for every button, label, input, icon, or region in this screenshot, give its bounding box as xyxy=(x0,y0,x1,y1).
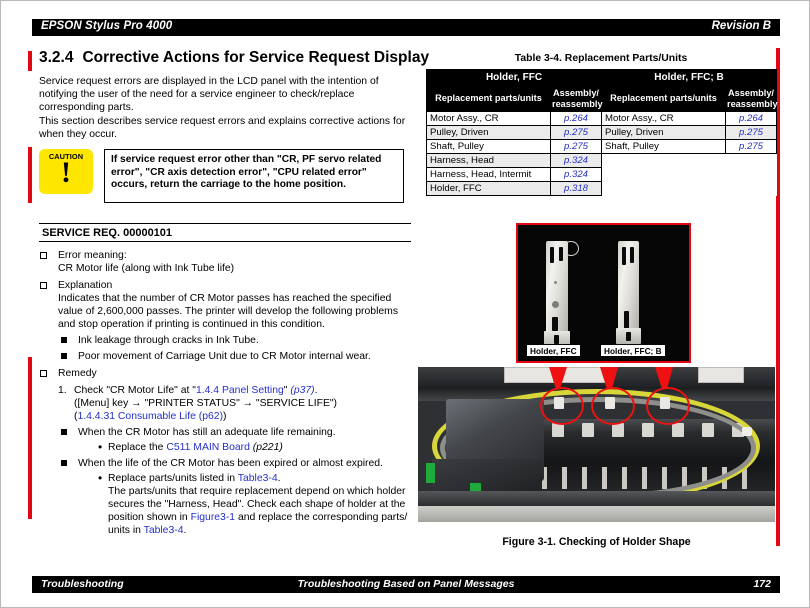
link-figure-3-1[interactable]: Figure3-1 xyxy=(190,512,236,523)
explanation-label: Explanation xyxy=(58,280,113,291)
error-meaning-value: CR Motor life (along with Ink Tube life) xyxy=(58,263,235,274)
filled-square-bullet-icon xyxy=(61,337,67,343)
table-group-holder-ffc: Holder, FFC xyxy=(427,70,602,86)
service-request-body xyxy=(39,249,417,541)
table-row xyxy=(427,154,777,168)
round-bullet-icon: • xyxy=(98,470,103,485)
printer-front-bar xyxy=(418,491,775,506)
link-table-3-4[interactable]: Table3-4 xyxy=(143,525,184,536)
cell-empty xyxy=(602,154,726,168)
cell-left-page[interactable]: p.264 xyxy=(551,112,602,126)
section-number: 3.2.4 xyxy=(39,49,74,66)
cell-left-part: Harness, Head xyxy=(427,154,551,168)
remedy-case-2-detail-c-post: and replace the corresponding parts/ xyxy=(235,512,408,523)
cell-left-page[interactable]: p.324 xyxy=(551,154,602,168)
intro-line-4: This section describes service request errors and explains corrective actions xyxy=(39,115,391,127)
cap-assembly xyxy=(742,427,752,436)
remedy-case-2 xyxy=(58,457,417,537)
explanation-bullet xyxy=(58,334,417,347)
footer-section: Troubleshooting Based on Panel Messages xyxy=(297,577,515,590)
table-col-left-assembly: Assembly/ reassembly xyxy=(551,86,602,112)
filled-square-bullet-icon xyxy=(61,460,67,466)
link-c511-main-board[interactable]: C511 MAIN Board xyxy=(166,442,250,453)
cell-left-part: Pulley, Driven xyxy=(427,126,551,140)
table-row xyxy=(427,140,777,154)
explanation-bullet xyxy=(58,350,417,363)
round-bullet-icon: • xyxy=(98,439,103,454)
margin-accent-bar-heading xyxy=(28,51,32,71)
period: . xyxy=(183,525,187,536)
remedy-case-1 xyxy=(58,426,417,454)
remedy-label: Remedy xyxy=(58,368,97,379)
holder-pin-hole xyxy=(554,281,557,284)
open-square-bullet-icon xyxy=(40,282,47,289)
footer-chapter: Troubleshooting xyxy=(41,577,124,590)
cell-left-part: Holder, FFC xyxy=(427,182,551,196)
cell-left-part: Motor Assy., CR xyxy=(427,112,551,126)
margin-accent-bar-remedy xyxy=(28,357,32,519)
remedy-case-1-bullet-pre: Replace the xyxy=(108,442,167,453)
remedy-case-2-detail-c-pre: position shown in xyxy=(108,512,191,523)
period: . xyxy=(277,473,281,484)
remedy-case-1-heading: When the CR Motor has still an adequate life remaining. xyxy=(78,427,336,438)
photo-label-holder-ffc-b: Holder, FFC; B xyxy=(600,344,666,357)
remedy-case-2-bullet xyxy=(97,472,417,537)
annotation-arrows xyxy=(418,367,775,407)
table-group-header-row xyxy=(427,70,777,86)
paren-open: ( xyxy=(74,411,78,422)
header-product-name: EPSON Stylus Pro 4000 xyxy=(41,20,173,32)
remedy-item xyxy=(39,367,417,537)
explanation-bullet-text: Ink leakage through cracks in Ink Tube. xyxy=(78,335,259,346)
remedy-step-1-line2: ([Menu] key → "PRINTER STATUS" → "SERVICE LIFE") xyxy=(74,398,338,409)
remedy-step-1 xyxy=(58,384,417,423)
table-col-right-assembly: Assembly/ reassembly xyxy=(726,86,777,112)
cell-right-page[interactable]: p.275 xyxy=(726,140,777,154)
explanation-item xyxy=(39,279,417,363)
caution-callout xyxy=(39,149,411,203)
intro-line-1: Service request errors are displayed in the LCD panel with the intention of xyxy=(39,76,379,87)
cell-empty xyxy=(602,182,726,196)
table-row xyxy=(427,112,777,126)
printer-base-panel xyxy=(418,506,775,522)
holder-foot-slot xyxy=(554,335,559,344)
page-header xyxy=(32,19,780,36)
table-col-left-parts: Replacement parts/units xyxy=(427,86,551,112)
remedy-case-2-detail-d-pre: units in xyxy=(108,525,144,536)
cell-left-part: Harness, Head, Intermit xyxy=(427,168,551,182)
remedy-case-2-detail-a: The parts/units that require replacement depend on which holder xyxy=(108,486,406,497)
cell-left-page[interactable]: p.275 xyxy=(551,140,602,154)
footer-page-number: 172 xyxy=(753,577,771,590)
figure-caption: Figure 3-1. Checking of Holder Shape xyxy=(502,536,691,548)
section-title: Corrective Actions for Service Request Display xyxy=(82,49,430,66)
link-panel-setting-page[interactable]: (p37) xyxy=(290,385,315,396)
quote-open: " xyxy=(192,385,196,396)
caution-badge-label: CAUTION xyxy=(48,152,84,161)
remedy-case-2-heading: When the life of the CR Motor has been expired or almost expired. xyxy=(78,458,383,469)
explanation-body: Indicates that the number of CR Motor passes has reached the specified value of 2,600,000 passes. The printer will develop the following problems and stop operation if printing is continued in this condition. xyxy=(58,293,399,330)
section-heading xyxy=(39,49,429,67)
cell-right-part: Pulley, Driven xyxy=(602,126,726,140)
cell-right-part: Shaft, Pulley xyxy=(602,140,726,154)
table-column-header-row xyxy=(427,86,777,112)
holder-parts-photo xyxy=(516,223,691,363)
intro-line-5: for when they occur. xyxy=(39,115,406,140)
open-square-bullet-icon xyxy=(40,252,47,259)
table-col-right-parts: Replacement parts/units xyxy=(602,86,726,112)
header-revision: Revision B xyxy=(711,20,771,32)
page-footer xyxy=(32,576,780,593)
intro-paragraph xyxy=(39,75,411,141)
printer-carriage-photo xyxy=(418,367,775,522)
holder-slot xyxy=(552,317,558,331)
table-group-holder-ffc-b: Holder, FFC; B xyxy=(602,70,777,86)
remedy-case-2-detail-b: secures the "Harness, Head". Check each shape of holder at the xyxy=(108,499,406,510)
intro-line-3: corresponding parts. xyxy=(39,102,134,114)
intro-line-2: notifying the user of the need for a service engineer to check/replace xyxy=(39,89,355,101)
carriage-green-part xyxy=(426,463,435,483)
paren-close: ) xyxy=(223,411,227,422)
caution-warning-icon xyxy=(39,149,93,194)
cell-left-page[interactable]: p.275 xyxy=(551,126,602,140)
cell-empty xyxy=(602,168,726,182)
holder-notch xyxy=(630,247,634,263)
explanation-bullet-text: Poor movement of Carriage Unit due to CR Motor internal wear. xyxy=(78,351,371,362)
remedy-step-1-pre: Check "CR Motor Life" at xyxy=(74,385,193,396)
caution-text: If service request error other than "CR, PF servo related error", "CR axis detection error", "CPU related error" occurs, return the carriage to the home position. xyxy=(111,154,382,191)
cell-left-part: Shaft, Pulley xyxy=(427,140,551,154)
margin-accent-bar-caution xyxy=(28,147,32,203)
holder-clip-arm xyxy=(563,241,579,256)
service-request-title: SERVICE REQ. 00000101 xyxy=(39,223,411,242)
replacement-parts-table xyxy=(426,69,777,196)
remedy-step-number: 1. xyxy=(58,385,67,396)
remedy-case-1-bullet xyxy=(97,441,417,454)
exclamation-icon: ! xyxy=(61,156,71,189)
cell-empty xyxy=(726,154,777,168)
cell-right-page[interactable]: p.264 xyxy=(726,112,777,126)
holder-foot-slot xyxy=(626,332,631,341)
link-consumable-life[interactable]: 1.4.4.31 Consumable Life (p62) xyxy=(77,411,224,422)
quote-close: " xyxy=(283,385,288,396)
link-c511-main-board-page[interactable]: (p221) xyxy=(252,442,283,453)
holder-notch xyxy=(622,247,626,265)
caution-text-box xyxy=(104,149,404,203)
remedy-case-2-bullet-pre: Replace parts/units listed in xyxy=(108,473,238,484)
cell-left-page[interactable]: p.324 xyxy=(551,168,602,182)
error-meaning-label: Error meaning: xyxy=(58,250,127,261)
open-square-bullet-icon xyxy=(40,370,47,377)
table-row xyxy=(427,126,777,140)
link-panel-setting[interactable]: 1.4.4 Panel Setting xyxy=(195,385,284,396)
error-meaning-item xyxy=(39,249,417,275)
table-row xyxy=(427,168,777,182)
cell-empty xyxy=(726,168,777,182)
table-caption: Table 3-4. Replacement Parts/Units xyxy=(514,53,688,64)
cell-right-part: Motor Assy., CR xyxy=(602,112,726,126)
holder-round-hole xyxy=(552,301,559,308)
table-row xyxy=(427,182,777,196)
period: . xyxy=(314,385,318,396)
holder-notch xyxy=(550,247,554,263)
filled-square-bullet-icon xyxy=(61,353,67,359)
photo-label-holder-ffc: Holder, FFC xyxy=(526,344,581,357)
cell-right-page[interactable]: p.275 xyxy=(726,126,777,140)
cell-empty xyxy=(726,182,777,196)
link-table-3-4[interactable]: Table3-4 xyxy=(237,473,278,484)
filled-square-bullet-icon xyxy=(61,429,67,435)
cell-left-page[interactable]: p.318 xyxy=(551,182,602,196)
